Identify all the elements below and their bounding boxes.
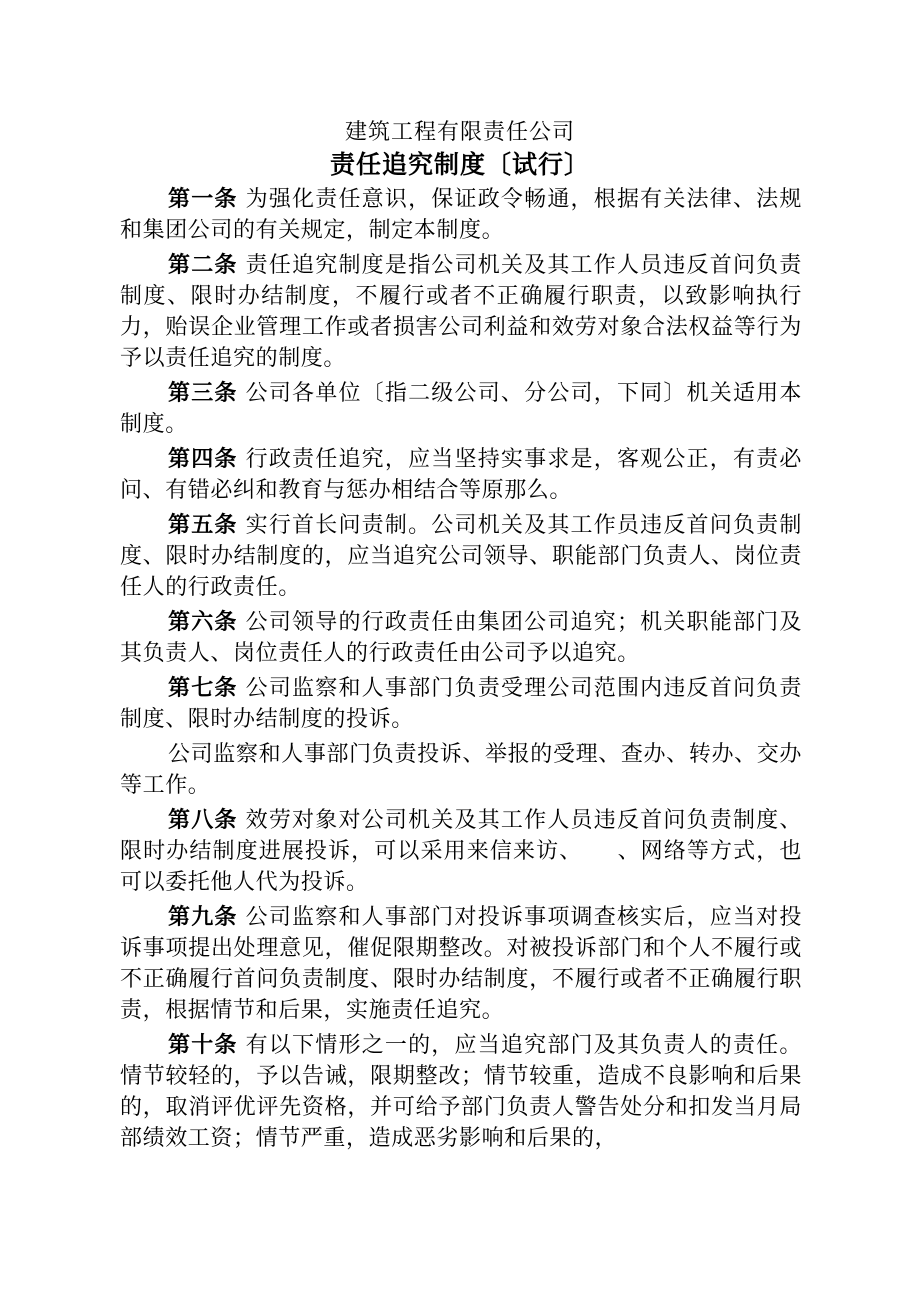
article-label: 第一条 (168, 187, 238, 212)
article-text: 公司监察和人事部门负责投诉、举报的受理、查办、转办、交办等工作。 (120, 742, 802, 798)
article-label: 第九条 (168, 905, 238, 930)
article-text: 行政责任追究，应当坚持实事求是，客观公正，有责必问、有错必纠和教育与惩办相结合等原那么。 (120, 447, 802, 503)
article-4 (120, 444, 802, 506)
document-title: 责任追究制度〔试行〕 (329, 150, 590, 179)
article-label: 第七条 (168, 676, 238, 701)
article-label: 第三条 (168, 381, 238, 406)
article-7-continued (120, 739, 802, 801)
article-6 (120, 607, 802, 669)
article-9 (120, 902, 802, 1026)
article-text: 公司监察和人事部门负责受理公司范围内违反首问负责制度、限时办结制度的投诉。 (120, 676, 802, 732)
article-5 (120, 510, 802, 603)
article-7 (120, 673, 802, 735)
article-text: 公司各单位〔指二级公司、分公司，下同〕机关适用本制度。 (120, 381, 802, 437)
article-label: 第六条 (168, 610, 238, 635)
article-8 (120, 805, 802, 898)
article-label: 第二条 (168, 253, 238, 278)
article-text: 责任追究制度是指公司机关及其工作人员违反首问负责制度、限时办结制度，不履行或者不正确履行职责，以致影响执行力，贻误企业管理工作或者损害公司利益和效劳对象合法权益等行为予以责任追究的制度。 (120, 253, 802, 371)
article-label: 第四条 (168, 447, 238, 472)
article-label: 第五条 (168, 513, 238, 538)
article-3 (120, 378, 802, 440)
article-1 (120, 184, 802, 246)
article-text: 公司监察和人事部门对投诉事项调查核实后，应当对投诉事项提出处理意见，催促限期整改。对被投诉部门和个人不履行或不正确履行首问负责制度、限时办结制度，不履行或者不正确履行职责，根据情节和后果，实施责任追究。 (120, 905, 802, 1023)
article-text: 效劳对象对公司机关及其工作人员违反首问负责制度、限时办结制度进展投诉，可以采用来信来访、 、网络等方式，也可以委托他人代为投诉。 (120, 808, 802, 895)
company-name: 建筑工程有限责任公司 (344, 120, 575, 145)
article-2 (120, 250, 802, 374)
article-text: 实行首长问责制。公司机关及其工作员违反首问负责制度、限时办结制度的，应当追究公司领导、职能部门负责人、岗位责任人的行政责任。 (120, 513, 802, 600)
article-10 (120, 1030, 802, 1154)
document-body (120, 184, 802, 1158)
article-text: 有以下情形之一的，应当追究部门及其负责人的责任。情节较轻的，予以告诫，限期整改；情节较重，造成不良影响和后果的，取消评优评先资格，并可给予部门负责人警告处分和扣发当月局部绩效工资；情节严重，造成恶劣影响和后果的， (120, 1033, 802, 1151)
article-label: 第八条 (168, 808, 238, 833)
article-text: 公司领导的行政责任由集团公司追究；机关职能部门及其负责人、岗位责任人的行政责任由公司予以追究。 (120, 610, 802, 666)
article-label: 第十条 (168, 1033, 238, 1058)
article-text: 为强化责任意识，保证政令畅通，根据有关法律、法规和集团公司的有关规定，制定本制度。 (120, 187, 802, 243)
